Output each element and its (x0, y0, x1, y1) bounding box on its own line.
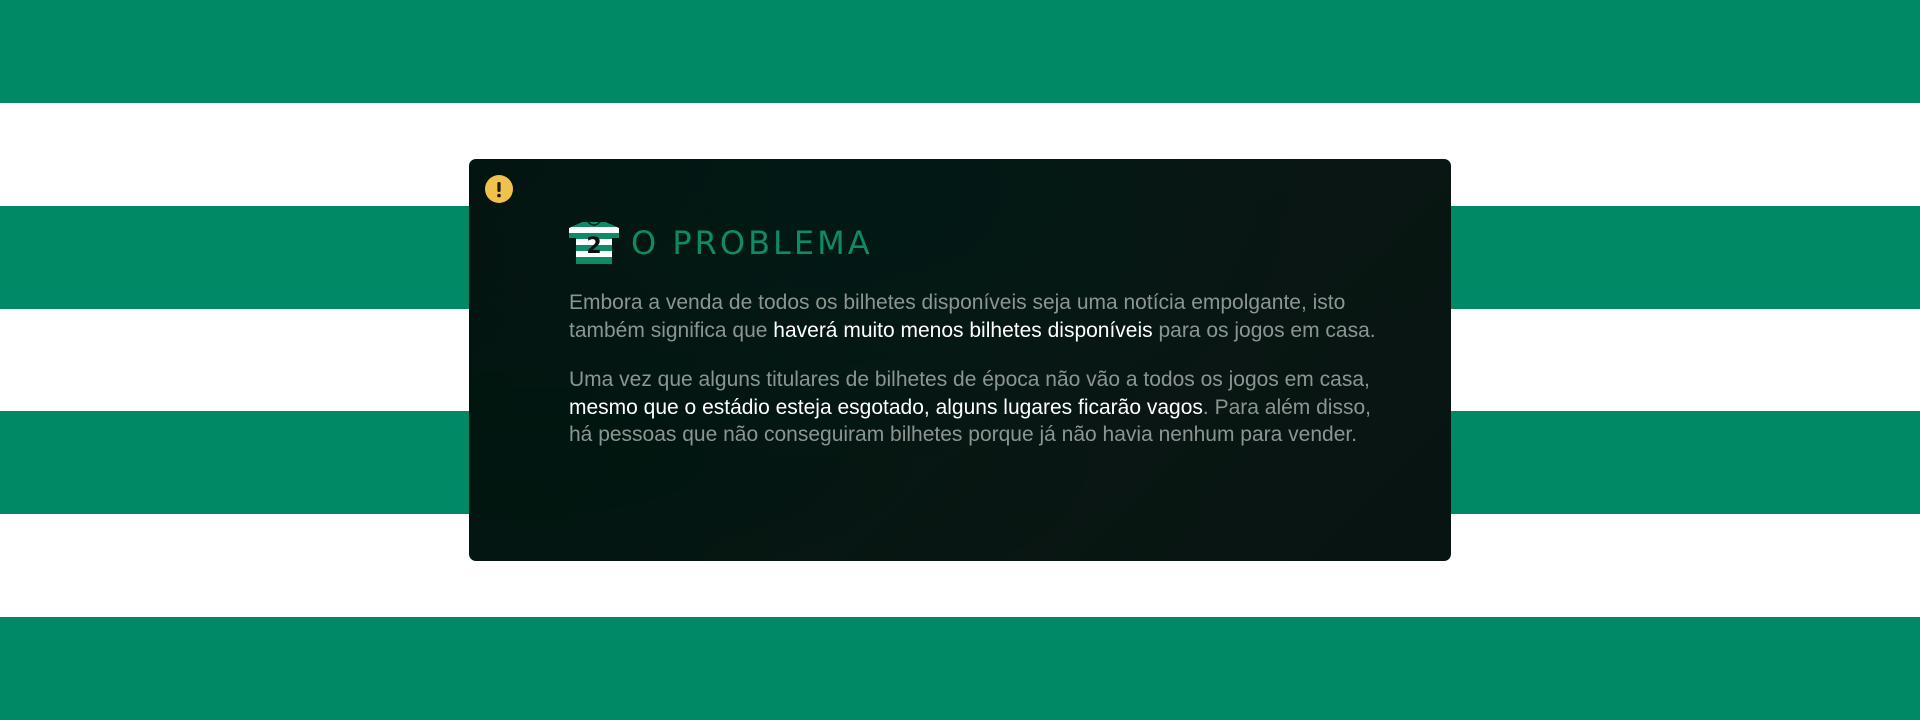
paragraph-1 (569, 289, 1399, 344)
paragraph-1-highlight: haverá muito menos bilhetes disponíveis (773, 318, 1153, 342)
paragraph-2-text-start: Uma vez que alguns titulares de bilhetes de época não vão a todos os jogos em casa, (569, 368, 1370, 391)
card-heading (569, 221, 873, 265)
shirt-number: 2 (586, 234, 602, 259)
paragraph-1-text-start: Embora a venda de todos os bilhetes disponíveis seja uma notícia empolgante, isto também significa que (569, 291, 1346, 342)
card-title: O PROBLEMA (631, 224, 873, 262)
paragraph-1-text-end: para os jogos em casa. (1152, 318, 1376, 342)
exclamation-circle-icon (485, 175, 513, 203)
green-stripe (0, 617, 1920, 720)
problem-card (469, 159, 1451, 561)
striped-jersey-icon (569, 222, 619, 264)
green-stripe (0, 0, 1920, 103)
paragraph-2-highlight: mesmo que o estádio esteja esgotado, alguns lugares ficarão vagos (569, 395, 1203, 419)
card-body (569, 289, 1399, 471)
paragraph-2 (569, 366, 1399, 449)
paragraph-2-text-end: . Para além disso, há pessoas que não conseguiram bilhetes porque já não havia nenhum para vender. (569, 395, 1371, 446)
